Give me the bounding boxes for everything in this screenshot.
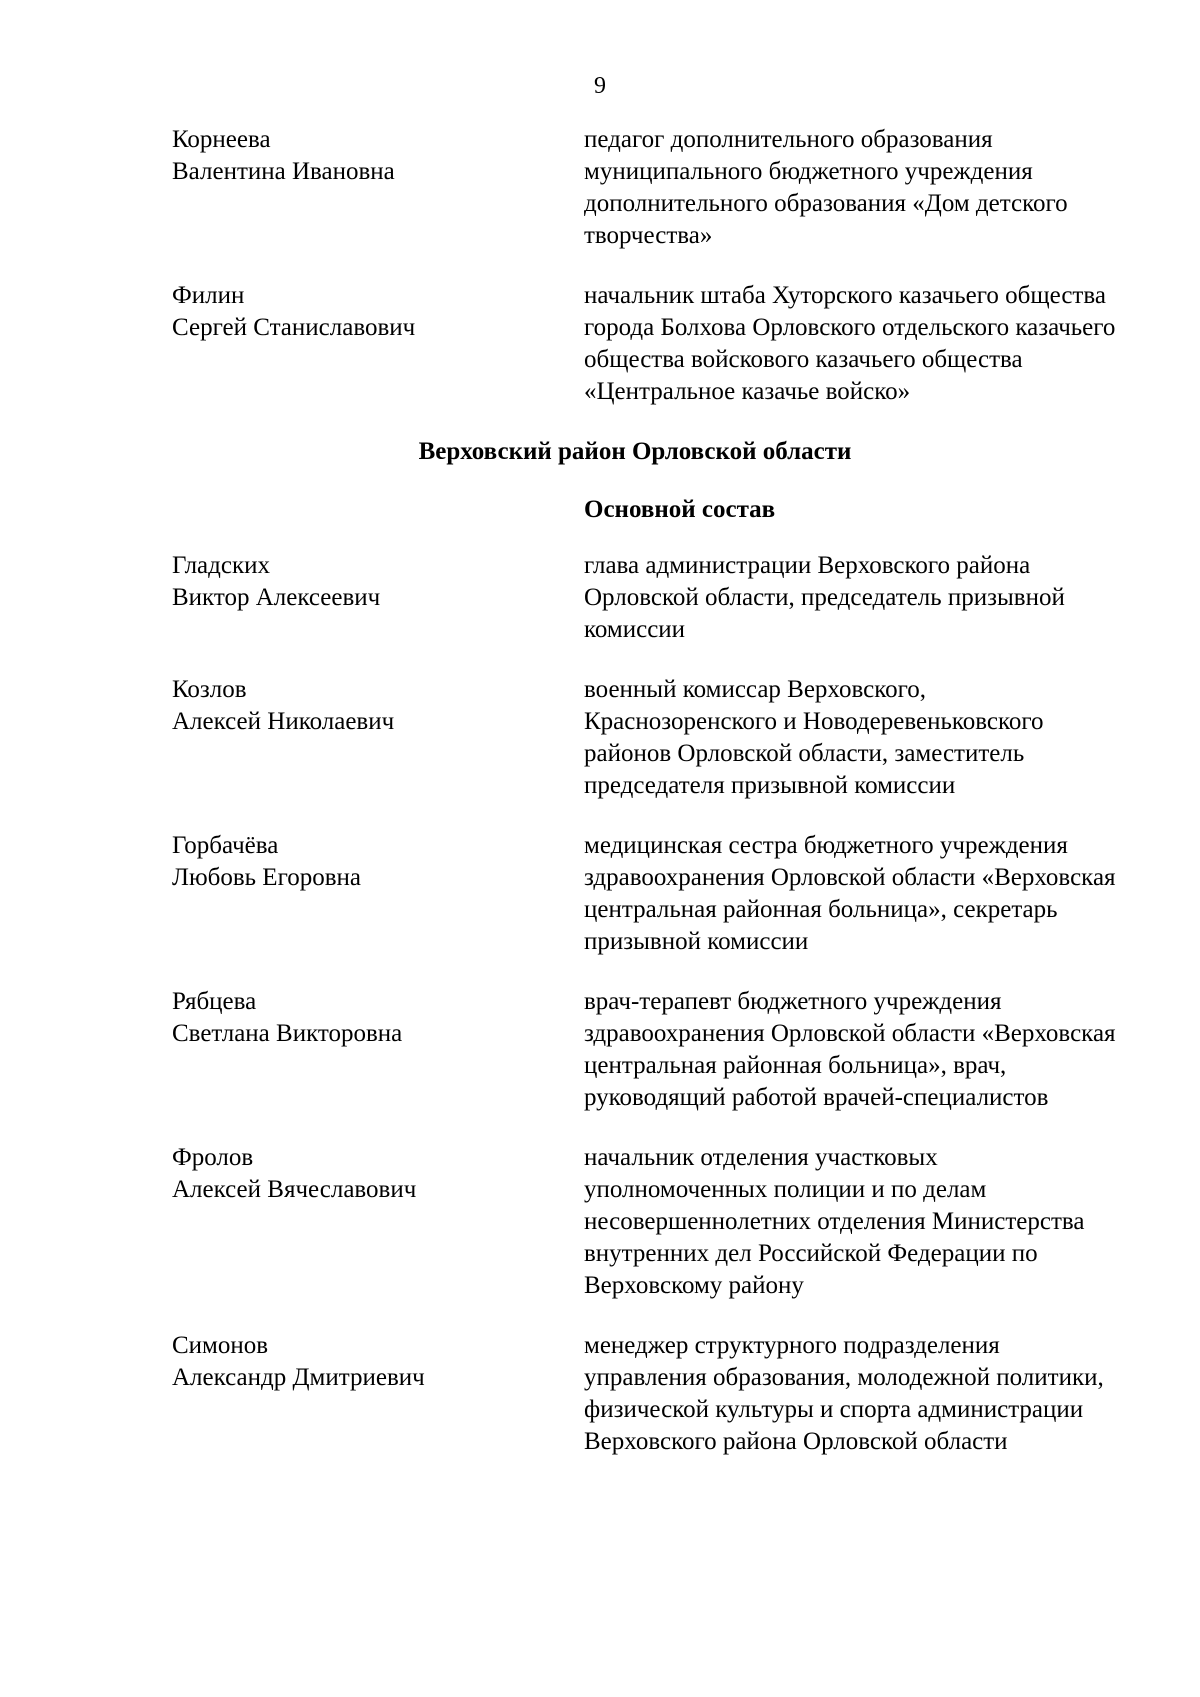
member-surname: Филин bbox=[172, 282, 245, 309]
member-name bbox=[172, 674, 584, 802]
member-role: начальник отделения участковых уполномоченных полиции и по делам несовершеннолетних отделения Министерства внутренних дел Российской Федерации по Верховскому району bbox=[584, 1144, 1085, 1299]
member-role: менеджер структурного подразделения управления образования, молодежной политики, физической культуры и спорта администрации Верховского района Орловской области bbox=[584, 1332, 1104, 1455]
member-role: педагог дополнительного образования муниципального бюджетного учреждения дополнительного образования «Дом детского творчества» bbox=[584, 126, 1068, 249]
member-entry bbox=[172, 986, 1122, 1114]
member-role: врач-терапевт бюджетного учреждения здравоохранения Орловской области «Верховская центральная районная больница», врач, руководящий работой врачей-специалистов bbox=[584, 988, 1116, 1111]
member-name bbox=[172, 986, 584, 1114]
member-surname: Фролов bbox=[172, 1144, 254, 1171]
member-entry bbox=[172, 1330, 1122, 1458]
page-number: 9 bbox=[594, 73, 606, 99]
member-surname: Гладских bbox=[172, 552, 270, 579]
member-surname: Корнеева bbox=[172, 126, 271, 153]
member-role: военный комиссар Верховского, Краснозоренского и Новодеревеньковского районов Орловской области, заместитель председателя призывной комиссии bbox=[584, 676, 1044, 799]
member-name bbox=[172, 1330, 584, 1458]
district-heading: Верховский район Орловской области bbox=[418, 438, 852, 465]
member-given-names: Алексей Николаевич bbox=[172, 708, 395, 735]
member-given-names: Любовь Егоровна bbox=[172, 864, 361, 891]
member-given-names: Светлана Викторовна bbox=[172, 1020, 403, 1047]
member-given-names: Алексей Вячеславович bbox=[172, 1176, 417, 1203]
member-surname: Козлов bbox=[172, 676, 247, 703]
member-list bbox=[172, 124, 1122, 1486]
member-name bbox=[172, 124, 584, 252]
member-given-names: Валентина Ивановна bbox=[172, 158, 395, 185]
member-given-names: Александр Дмитриевич bbox=[172, 1364, 425, 1391]
member-role: медицинская сестра бюджетного учреждения здравоохранения Орловской области «Верховская центральная районная больница», секретарь призывной комиссии bbox=[584, 832, 1116, 955]
member-entry bbox=[172, 124, 1122, 252]
member-entry bbox=[172, 280, 1122, 408]
member-surname: Рябцева bbox=[172, 988, 257, 1015]
member-entry bbox=[172, 674, 1122, 802]
member-name bbox=[172, 550, 584, 646]
composition-heading: Основной состав bbox=[584, 496, 776, 523]
member-name bbox=[172, 280, 584, 408]
member-given-names: Виктор Алексеевич bbox=[172, 584, 381, 611]
member-name bbox=[172, 830, 584, 958]
member-entry bbox=[172, 830, 1122, 958]
member-name bbox=[172, 1142, 584, 1302]
member-given-names: Сергей Станиславович bbox=[172, 314, 416, 341]
member-entry bbox=[172, 550, 1122, 646]
member-entry bbox=[172, 1142, 1122, 1302]
member-role: глава администрации Верховского района Орловской области, председатель призывной комиссии bbox=[584, 552, 1065, 643]
member-surname: Симонов bbox=[172, 1332, 269, 1359]
member-role: начальник штаба Хуторского казачьего общества города Болхова Орловского отдельского казачьего общества войскового казачьего общества «Центральное казачье войско» bbox=[584, 282, 1116, 405]
member-surname: Горбачёва bbox=[172, 832, 279, 859]
